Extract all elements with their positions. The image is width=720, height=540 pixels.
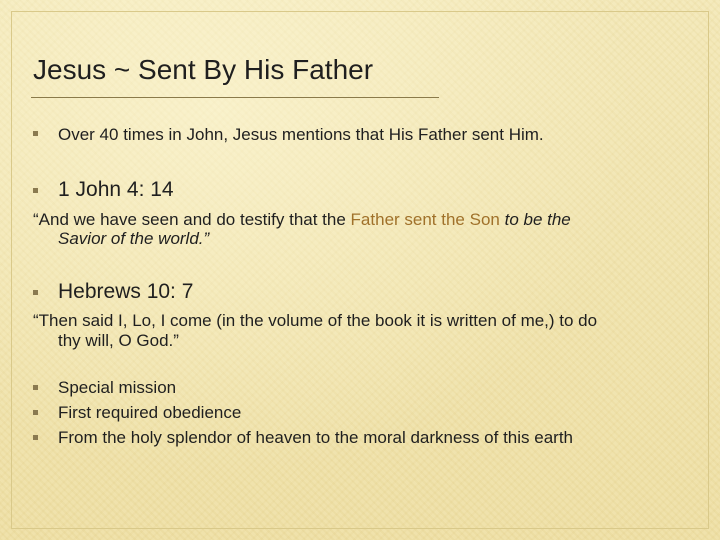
point-text: Over 40 times in John, Jesus mentions that His Father sent Him. <box>58 125 544 144</box>
bullet-icon <box>33 131 38 136</box>
quote-highlight: Father sent the Son <box>350 210 500 229</box>
list-item: From the holy splendor of heaven to the moral darkness of this earth <box>58 428 573 447</box>
scripture-quote-line: thy will, O God.” <box>58 331 179 350</box>
slide-frame <box>11 11 709 529</box>
scripture-quote-line: Savior of the world.” <box>58 229 210 248</box>
title-underline <box>31 97 439 98</box>
list-item: First required obedience <box>58 403 242 422</box>
scripture-quote-line: “Then said I, Lo, I come (in the volume of the book it is written of me,) to do <box>33 311 598 330</box>
bullet-icon <box>33 290 38 295</box>
bullet-icon <box>33 435 38 440</box>
slide-title: Jesus ~ Sent By His Father <box>33 54 374 85</box>
scripture-reference: 1 John 4: 14 <box>58 178 174 201</box>
scripture-reference: Hebrews 10: 7 <box>58 280 194 303</box>
list-item: Special mission <box>58 378 177 397</box>
quote-text-italic: to be the <box>499 210 571 229</box>
bullet-icon <box>33 385 38 390</box>
bullet-icon <box>33 188 38 193</box>
quote-text: “And we have seen and do testify that the <box>33 210 351 229</box>
bullet-icon <box>33 410 38 415</box>
